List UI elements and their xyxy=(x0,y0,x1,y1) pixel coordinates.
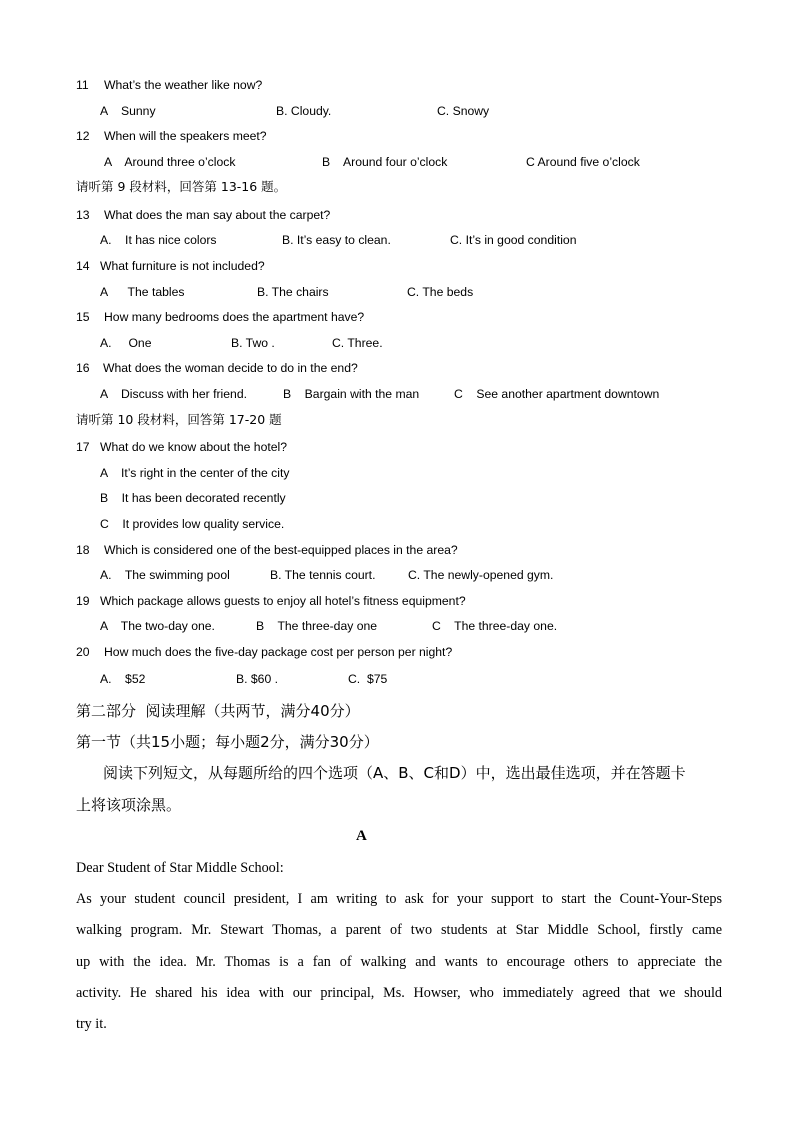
question-text: What does the man say about the carpet? xyxy=(104,208,331,222)
option-a: A. It has nice colors xyxy=(100,233,217,247)
option-a: A. One xyxy=(100,336,152,350)
letter-greeting: Dear Student of Star Middle School: xyxy=(76,860,284,876)
question-number: 15 xyxy=(76,310,90,324)
option-a: A It’s right in the center of the city xyxy=(100,466,290,480)
option-a: A. $52 xyxy=(100,672,146,686)
question-text: How many bedrooms does the apartment have? xyxy=(104,310,365,324)
passage-line: up with the idea. Mr. Thomas is a fan of walking and wants to encourage others to appreciate the xyxy=(76,954,722,970)
option-b: B Bargain with the man xyxy=(283,387,420,401)
passage-line: As your student council president, I am writing to ask for your support to start the Count-Your-Steps xyxy=(76,891,722,907)
question-text: What’s the weather like now? xyxy=(104,78,263,92)
question-number: 20 xyxy=(76,645,90,659)
option-a: A Discuss with her friend. xyxy=(100,387,247,401)
option-a: A Sunny xyxy=(100,104,156,118)
option-c: C. It’s in good condition xyxy=(450,233,577,247)
question-number: 19 xyxy=(76,594,90,608)
question-number: 18 xyxy=(76,543,90,557)
question-number: 17 xyxy=(76,440,90,454)
option-b: B It has been decorated recently xyxy=(100,491,286,505)
option-c: C Around five o’clock xyxy=(526,155,640,169)
option-c: C. The newly-opened gym. xyxy=(408,568,554,582)
section-instruction: 请听第 10 段材料，回答第 17-20 题 xyxy=(76,412,282,427)
question-number: 16 xyxy=(76,361,90,375)
option-a: A The two-day one. xyxy=(100,619,215,633)
option-a: A The tables xyxy=(100,285,185,299)
option-a: A Around three o’clock xyxy=(104,155,236,169)
option-b: B The three-day one xyxy=(256,619,378,633)
question-text: What furniture is not included? xyxy=(100,259,265,273)
part-title: 第二部分 阅读理解（共两节，满分40分） xyxy=(76,702,360,720)
passage-line: activity. He shared his idea with our principal, Ms. Howser, who immediately agreed that we should xyxy=(76,985,722,1001)
question-text: What does the woman decide to do in the end? xyxy=(103,361,358,375)
option-c: C. Snowy xyxy=(437,104,490,118)
section-instruction: 请听第 9 段材料，回答第 13-16 题。 xyxy=(76,179,287,194)
question-text: Which package allows guests to enjoy all hotel’s fitness equipment? xyxy=(100,594,466,608)
option-b: B. Two . xyxy=(231,336,275,350)
option-b: B Around four o’clock xyxy=(322,155,448,169)
question-text: Which is considered one of the best-equipped places in the area? xyxy=(104,543,458,557)
option-c: C It provides low quality service. xyxy=(100,517,285,531)
question-number: 12 xyxy=(76,129,90,143)
option-c: C. $75 xyxy=(348,672,388,686)
passage-label: A xyxy=(356,828,367,844)
question-text: What do we know about the hotel? xyxy=(100,440,287,454)
option-c: C The three-day one. xyxy=(432,619,558,633)
option-a: A. The swimming pool xyxy=(100,568,230,582)
question-text: How much does the five-day package cost per person per night? xyxy=(104,645,453,659)
option-c: C See another apartment downtown xyxy=(454,387,660,401)
option-b: B. The chairs xyxy=(257,285,329,299)
option-c: C. The beds xyxy=(407,285,474,299)
option-c: C. Three. xyxy=(332,336,383,350)
instruction-text: 上将该项涂黑。 xyxy=(76,796,182,814)
question-number: 11 xyxy=(76,78,89,92)
section-title: 第一节（共15小题；每小题2分，满分30分） xyxy=(76,733,379,751)
passage-line: try it. xyxy=(76,1016,107,1032)
question-number: 14 xyxy=(76,259,90,273)
question-text: When will the speakers meet? xyxy=(104,129,267,143)
passage-line: walking program. Mr. Stewart Thomas, a parent of two students at Star Middle School, firstly came xyxy=(76,922,722,938)
question-number: 13 xyxy=(76,208,90,222)
option-b: B. It’s easy to clean. xyxy=(282,233,391,247)
option-b: B. $60 . xyxy=(236,672,279,686)
option-b: B. Cloudy. xyxy=(276,104,332,118)
instruction-text: 阅读下列短文，从每题所给的四个选项（A、B、C和D）中，选出最佳选项，并在答题卡 xyxy=(103,764,686,782)
option-b: B. The tennis court. xyxy=(270,568,376,582)
